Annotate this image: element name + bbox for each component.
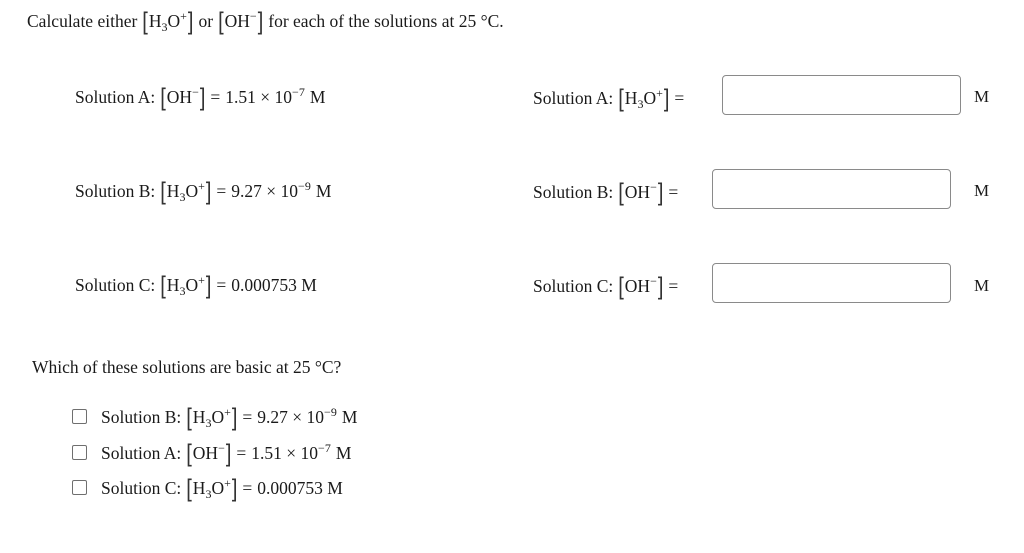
prompt-or: or [198,11,214,31]
basic-question-text: Which of these solutions are basic at 25 °C? [32,357,342,377]
given-solution-a: Solution A: $[OH^-] = 1.51 \times 10^{-7}$ M [75,84,326,112]
prompt-suffix: for each of the solutions at 25 °C. [268,11,504,31]
option-b-checkbox[interactable] [72,409,87,424]
prompt-prefix: Calculate either [27,11,138,31]
answer-b-unit: M [974,181,990,200]
answer-b-label: Solution B: [OH−] = [533,179,679,207]
answer-a-label: Solution A: $[H_3O^+]$ = [533,85,685,113]
answer-a-unit: M [974,87,990,106]
answer-c-unit: M [974,276,990,295]
option-a-label[interactable]: Solution A: $[OH^-] = 1.51 \times 10^{-7}$ M [101,440,352,468]
option-a-checkbox[interactable] [72,445,87,460]
option-c-label[interactable]: Solution C: $[H_3O^+] = 0.000753$ M [101,475,343,503]
answer-c-label: Solution C: [OH−] = [533,273,679,301]
option-c-checkbox[interactable] [72,480,87,495]
answer-b-input[interactable] [712,169,951,209]
species-oh: OH [224,11,250,31]
question-prompt: Calculate either $[H_3O^+]$ or [OH−] for each of the solutions at 25 °C. [27,8,504,36]
answer-a-input[interactable] [722,75,961,115]
species-h: H [148,11,162,31]
answer-c-input[interactable] [712,263,951,303]
given-solution-b: Solution B: $[H_3O^+] = 9.27 \times 10^{-9}$ M [75,178,332,206]
given-solution-c: Solution C: $[H_3O^+] = 0.000753$ M [75,272,317,300]
option-b-label[interactable]: Solution B: $[H_3O^+] = 9.27 \times 10^{-9}$ M [101,404,358,432]
